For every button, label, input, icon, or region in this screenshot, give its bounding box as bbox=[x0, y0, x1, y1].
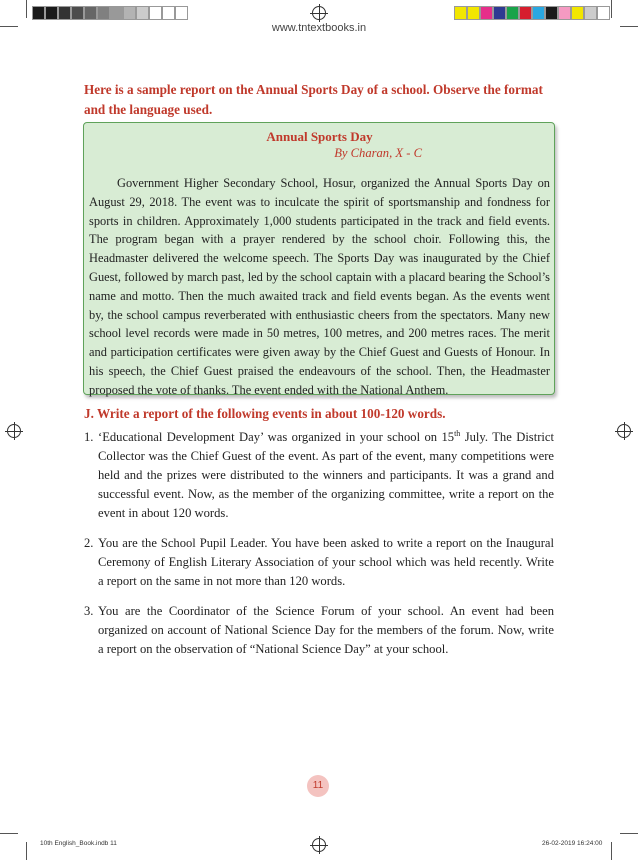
color-swatch bbox=[454, 6, 467, 20]
exercise-text: You are the Coordinator of the Science Forum of your school. An event had been organized on account of National Science Day for the members of the forum. Now, write a report on the observation of “National Science Day” at your school. bbox=[98, 604, 554, 656]
exercise-number: 3. bbox=[84, 604, 94, 618]
color-swatch bbox=[480, 6, 493, 20]
color-swatch bbox=[58, 6, 71, 20]
color-swatch bbox=[506, 6, 519, 20]
color-swatch bbox=[149, 6, 162, 20]
crop-mark bbox=[611, 0, 612, 18]
crop-mark bbox=[0, 833, 18, 834]
website-header: www.tntextbooks.in bbox=[271, 22, 367, 34]
intro-instruction: Here is a sample report on the Annual Sports Day of a school. Observe the format and the language used. bbox=[84, 82, 543, 117]
color-swatch bbox=[45, 6, 58, 20]
sample-report-box bbox=[83, 122, 555, 395]
ordinal-suffix: th bbox=[454, 428, 461, 438]
registration-mark-bottom bbox=[312, 838, 326, 852]
color-swatch bbox=[97, 6, 110, 20]
color-swatch bbox=[558, 6, 571, 20]
page-number-badge: 11 bbox=[307, 775, 329, 797]
registration-mark-top bbox=[312, 6, 326, 20]
color-swatch bbox=[110, 6, 123, 20]
color-swatch bbox=[597, 6, 610, 20]
color-swatch bbox=[123, 6, 136, 20]
registration-mark-left bbox=[7, 424, 21, 438]
exercise-item bbox=[84, 534, 554, 591]
grayscale-color-bar bbox=[32, 6, 188, 20]
report-byline: By Charan, X - C bbox=[334, 146, 422, 160]
exercise-number: 1. bbox=[84, 430, 94, 444]
color-swatch bbox=[71, 6, 84, 20]
color-swatch bbox=[136, 6, 149, 20]
color-swatch bbox=[571, 6, 584, 20]
exercise-text: You are the School Pupil Leader. You have been asked to write a report on the Inaugural Ceremony of English Literary Association of your school which was held recently. Write a report on the same in not more than 120 words. bbox=[98, 536, 554, 588]
color-swatch bbox=[493, 6, 506, 20]
crop-mark bbox=[26, 842, 27, 860]
color-swatch bbox=[584, 6, 597, 20]
color-swatch bbox=[532, 6, 545, 20]
footer-timestamp: 26-02-2019 16:24:00 bbox=[542, 840, 603, 847]
color-swatch bbox=[162, 6, 175, 20]
color-swatch bbox=[519, 6, 532, 20]
exercise-text: ‘Educational Development Day’ was organized in your school on 15th July. The District Collector was the Chief Guest of the event. As part of the event, many competitions were held and the prizes were distributed to the winners and participants. It was a grand and successful event. Now, as the member of the organizing committee, write a report on the event in about 120 words. bbox=[98, 428, 554, 520]
exercise-number: 2. bbox=[84, 536, 94, 550]
crop-mark bbox=[26, 0, 27, 18]
report-title: Annual Sports Day bbox=[266, 129, 373, 144]
color-swatch bbox=[84, 6, 97, 20]
registration-mark-right bbox=[617, 424, 631, 438]
color-swatch bbox=[32, 6, 45, 20]
exercise-item bbox=[84, 428, 554, 523]
color-swatch bbox=[545, 6, 558, 20]
crop-mark bbox=[620, 833, 638, 834]
color-swatch bbox=[175, 6, 188, 20]
cmyk-color-bar bbox=[454, 6, 610, 20]
report-body: Government Higher Secondary School, Hosur, organized the Annual Sports Day on August 29, 2018. The event was to inculcate the spirit of sportsmanship and fondness for sports in children. Approximately 1,000 students participated in the track and field events. The program began with a prayer rendered by the school choir. Following this, the Headmaster delivered the welcome speech. The Sports Day was inaugurated by the Chief Guest, followed by march past, led by the school captain with a placard bearing the School’s name and motto. Then the much awaited track and field events began. As the events went by, the school campus reverberated with enthusiastic cheers from the spectators. Many new school level records were made in 50 metres, 100 metres, and 200 metres races. The merit and participation certificates were given away by the Chief Guest and Guests of Honour. In his speech, the Chief Guest praised the endeavours of the school. Then, the Headmaster proposed the vote of thanks. The event ended with the National Anthem. bbox=[89, 176, 550, 397]
color-swatch bbox=[467, 6, 480, 20]
footer-file-name: 10th English_Book.indb 11 bbox=[40, 840, 117, 847]
crop-mark bbox=[611, 842, 612, 860]
exercise-item bbox=[84, 602, 554, 659]
exercise-list bbox=[84, 428, 554, 659]
exercise-heading: J. Write a report of the following events in about 100-120 words. bbox=[84, 406, 446, 421]
